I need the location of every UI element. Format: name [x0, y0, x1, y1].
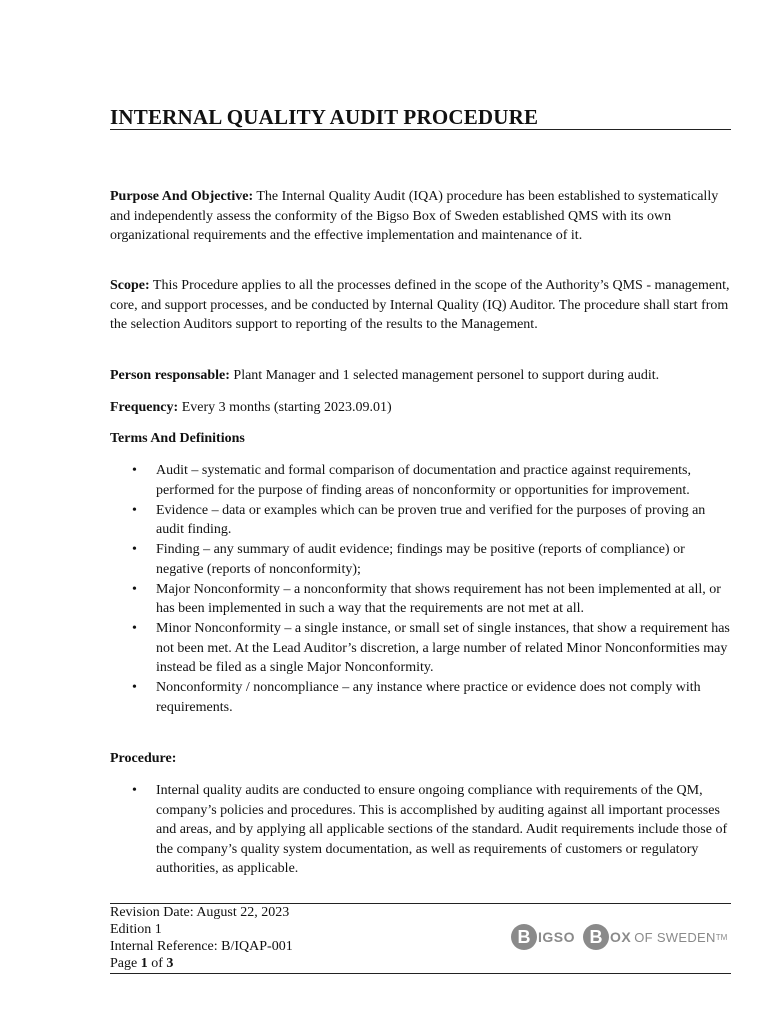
internal-reference: Internal Reference: B/IQAP-001 [110, 939, 293, 954]
procedure-list [110, 781, 732, 879]
list-item: • Internal quality audits are conducted to ensure ongoing compliance with requirements of the QM, company’s policies and procedures. This is accomplished by auditing against all important processes and areas, and by applying all applicable sections of the standard. Audit requirements include those of the company’s quality system documentation, as well as requirements of customers or regulatory authorities, as applicable. [132, 783, 728, 876]
company-logo [511, 923, 727, 951]
person-label: Person responsable: [110, 368, 230, 383]
list-item: • Evidence – data or examples which can be proven true and verified for the purposes of proving an audit finding. [132, 502, 706, 538]
logo-word: IGSO [538, 929, 576, 945]
frequency-text: Every 3 months (starting 2023.09.01) [178, 400, 392, 415]
logo-tagline: OF SWEDEN [634, 929, 716, 945]
logo-circle-letter: B [511, 924, 537, 950]
page-number: Page 1 of 3 [110, 956, 174, 971]
logo-circle-letter: B [583, 924, 609, 950]
purpose-text: The Internal Quality Audit (IQA) procedure has been established to systematically and independently assess the conformity of the Bigso Box of Sweden established QMS with its own organizational requirements and the effective implementation and maintenance of it. [110, 189, 719, 243]
scope-paragraph [110, 276, 730, 335]
logo-word: OX [610, 929, 632, 945]
bullet-icon: • [132, 542, 137, 558]
title-divider [110, 129, 731, 130]
bullet-icon: • [132, 621, 137, 637]
terms-heading: Terms And Definitions [110, 431, 245, 446]
revision-date: Revision Date: August 22, 2023 [110, 905, 290, 920]
list-item: • Audit – systematic and formal comparison of documentation and practice against requirements, performed for the purpose of finding areas of nonconformity or opportunities for improvement. [132, 463, 691, 498]
list-item: • Major Nonconformity – a nonconformity that shows requirement has not been implemented at all, or has been implemented in such a way that the requirements are not met at all. [132, 581, 721, 617]
document-title: INTERNAL QUALITY AUDIT PROCEDURE [110, 105, 539, 129]
footer-info [110, 904, 293, 972]
purpose-label: Purpose And Objective: [110, 189, 254, 204]
list-item: • Minor Nonconformity – a single instance, or small set of single instances, that show a requirement has not been met. At the Lead Auditor’s discretion, a large number of related Minor Nonconformities may instead be filed as a single Major Nonconformity. [132, 621, 730, 676]
bullet-icon: • [132, 581, 137, 597]
bullet-icon: • [132, 783, 137, 798]
frequency-label: Frequency: [110, 400, 179, 415]
scope-label: Scope: [110, 278, 150, 293]
terms-list [110, 461, 730, 718]
scope-text: This Procedure applies to all the processes defined in the scope of the Authority’s QMS - management, core, and support processes, and be conducted by Internal Quality (IQ) Auditor. The procedure shall start from the selection Auditors support to reporting of the results to the Management. [110, 278, 730, 332]
frequency-paragraph [110, 398, 730, 418]
person-text: Plant Manager and 1 selected management personel to support during audit. [229, 368, 660, 383]
edition: Edition 1 [110, 922, 162, 937]
list-item: • Nonconformity / noncompliance – any instance where practice or evidence does not comply with requirements. [132, 680, 701, 715]
procedure-heading: Procedure: [110, 751, 177, 766]
logo-trademark: TM [715, 932, 728, 942]
bullet-icon: • [132, 502, 137, 518]
purpose-paragraph [110, 187, 730, 246]
bullet-icon: • [132, 463, 137, 478]
footer-bottom-divider [110, 973, 731, 974]
list-item: • Finding – any summary of audit evidence; findings may be positive (reports of compliance) or negative (reports of nonconformity); [132, 542, 685, 577]
person-paragraph [110, 366, 730, 386]
bullet-icon: • [132, 680, 137, 696]
